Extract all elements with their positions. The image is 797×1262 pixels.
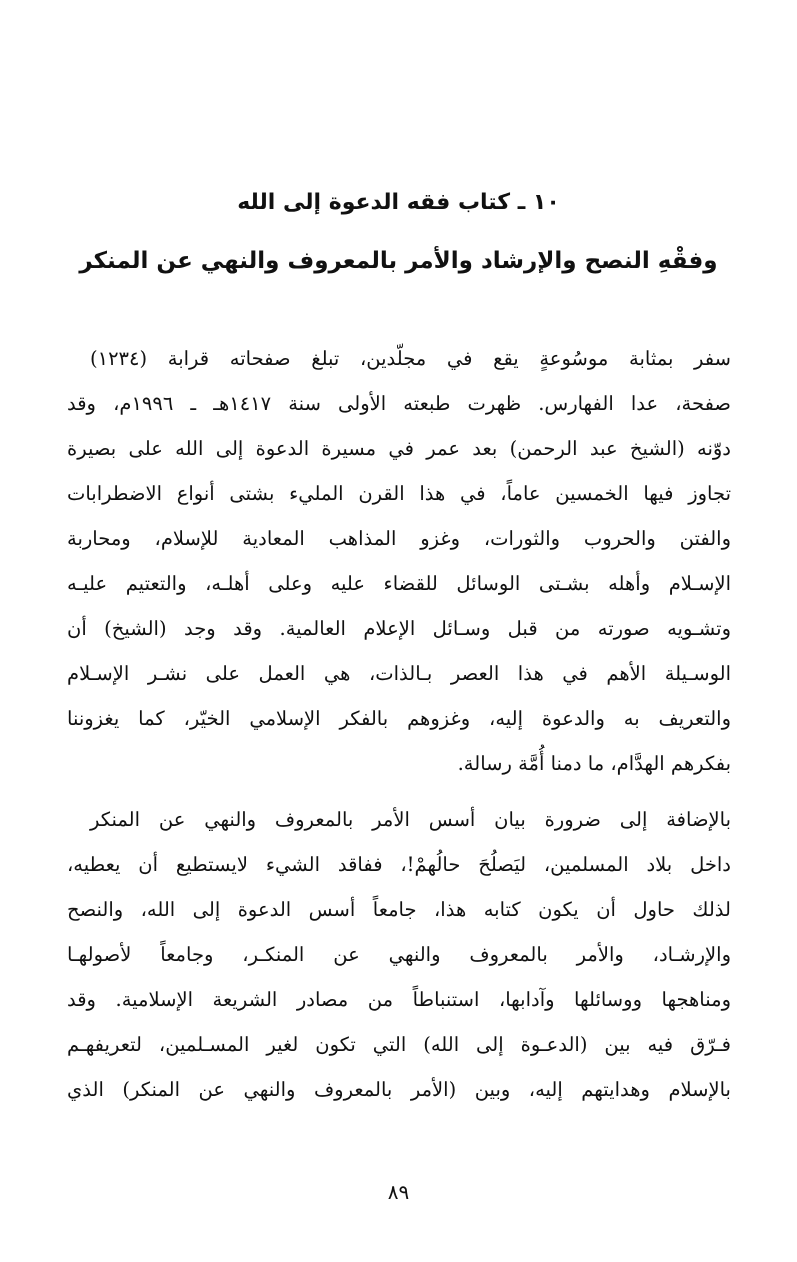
text-line: بفكرهم الهدَّام، ما دمنا أُمَّة رسالة. — [457, 752, 731, 775]
text-line: والتعريف به والدعوة إليه، وغزوهم بالفكر الإسلامي الخيّر، كما يغزوننا — [67, 707, 731, 730]
text-line: صفحة، عدا الفهارس. ظهرت طبعته الأولى سنة ١٤١٧هـ ـ ١٩٩٦م، وقد — [67, 392, 731, 415]
text-line: لذلك حاول أن يكون كتابه هذا، جامعاً أسس الدعوة إلى الله، والنصح — [67, 898, 731, 921]
text-line: والإرشـاد، والأمر بالمعروف والنهي عن المنكـر، وجامعاً لأصولهـا — [67, 943, 731, 966]
text-line: داخل بلاد المسلمين، ليَصلُحَ حالُهمْ!، ففاقد الشيء لايستطيع أن يعطيه، — [67, 853, 731, 876]
text-line: وتشـويه صورته من قبل وسـائل الإعلام العالمية. وقد وجد (الشيخ) أن — [67, 617, 731, 640]
text-line: بالإسلام وهدايتهم إليه، وبين (الأمر بالمعروف والنهي عن المنكر) الذي — [67, 1078, 731, 1101]
text-line: دوّنه (الشيخ عبد الرحمن) بعد عمر في مسيرة الدعوة إلى الله على بصيرة — [67, 437, 731, 460]
text-line: الوسـيلة الأهم في هذا العصر بـالذات، هي العمل على نشـر الإسـلام — [67, 662, 731, 685]
text-line: والفتن والحروب والثورات، وغزو المذاهب المعادية للإسلام، ومحاربة — [67, 527, 731, 550]
text-line: تجاوز فيها الخمسين عاماً، في هذا القرن المليء بشتى أنواع الاضطرابات — [67, 482, 731, 505]
section-subtitle: وفقْهِ النصح والإرشاد والأمر بالمعروف والنهي عن المنكر — [79, 248, 718, 274]
section-title: ١٠ ـ كتاب فقه الدعوة إلى الله — [237, 190, 560, 215]
text-line: الإسـلام وأهله بشـتى الوسائل للقضاء عليه وعلى أهلـه، والتعتيم عليـه — [67, 572, 731, 595]
text-line: فـرّق فيه بين (الدعـوة إلى الله) التي تكون لغير المسـلمين، لتعريفهـم — [67, 1033, 731, 1056]
text-line: ومناهجها ووسائلها وآدابها، استنباطاً من مصادر الشريعة الإسلامية. وقد — [67, 988, 731, 1011]
page-number: ٨٩ — [387, 1180, 410, 1204]
text-line: بالإضافة إلى ضرورة بيان أسس الأمر بالمعروف والنهي عن المنكر — [90, 808, 731, 831]
text-line: سفر بمثابة موسُوعةٍ يقع في مجلّدين، تبلغ صفحاته قرابة (١٢٣٤) — [90, 347, 731, 370]
